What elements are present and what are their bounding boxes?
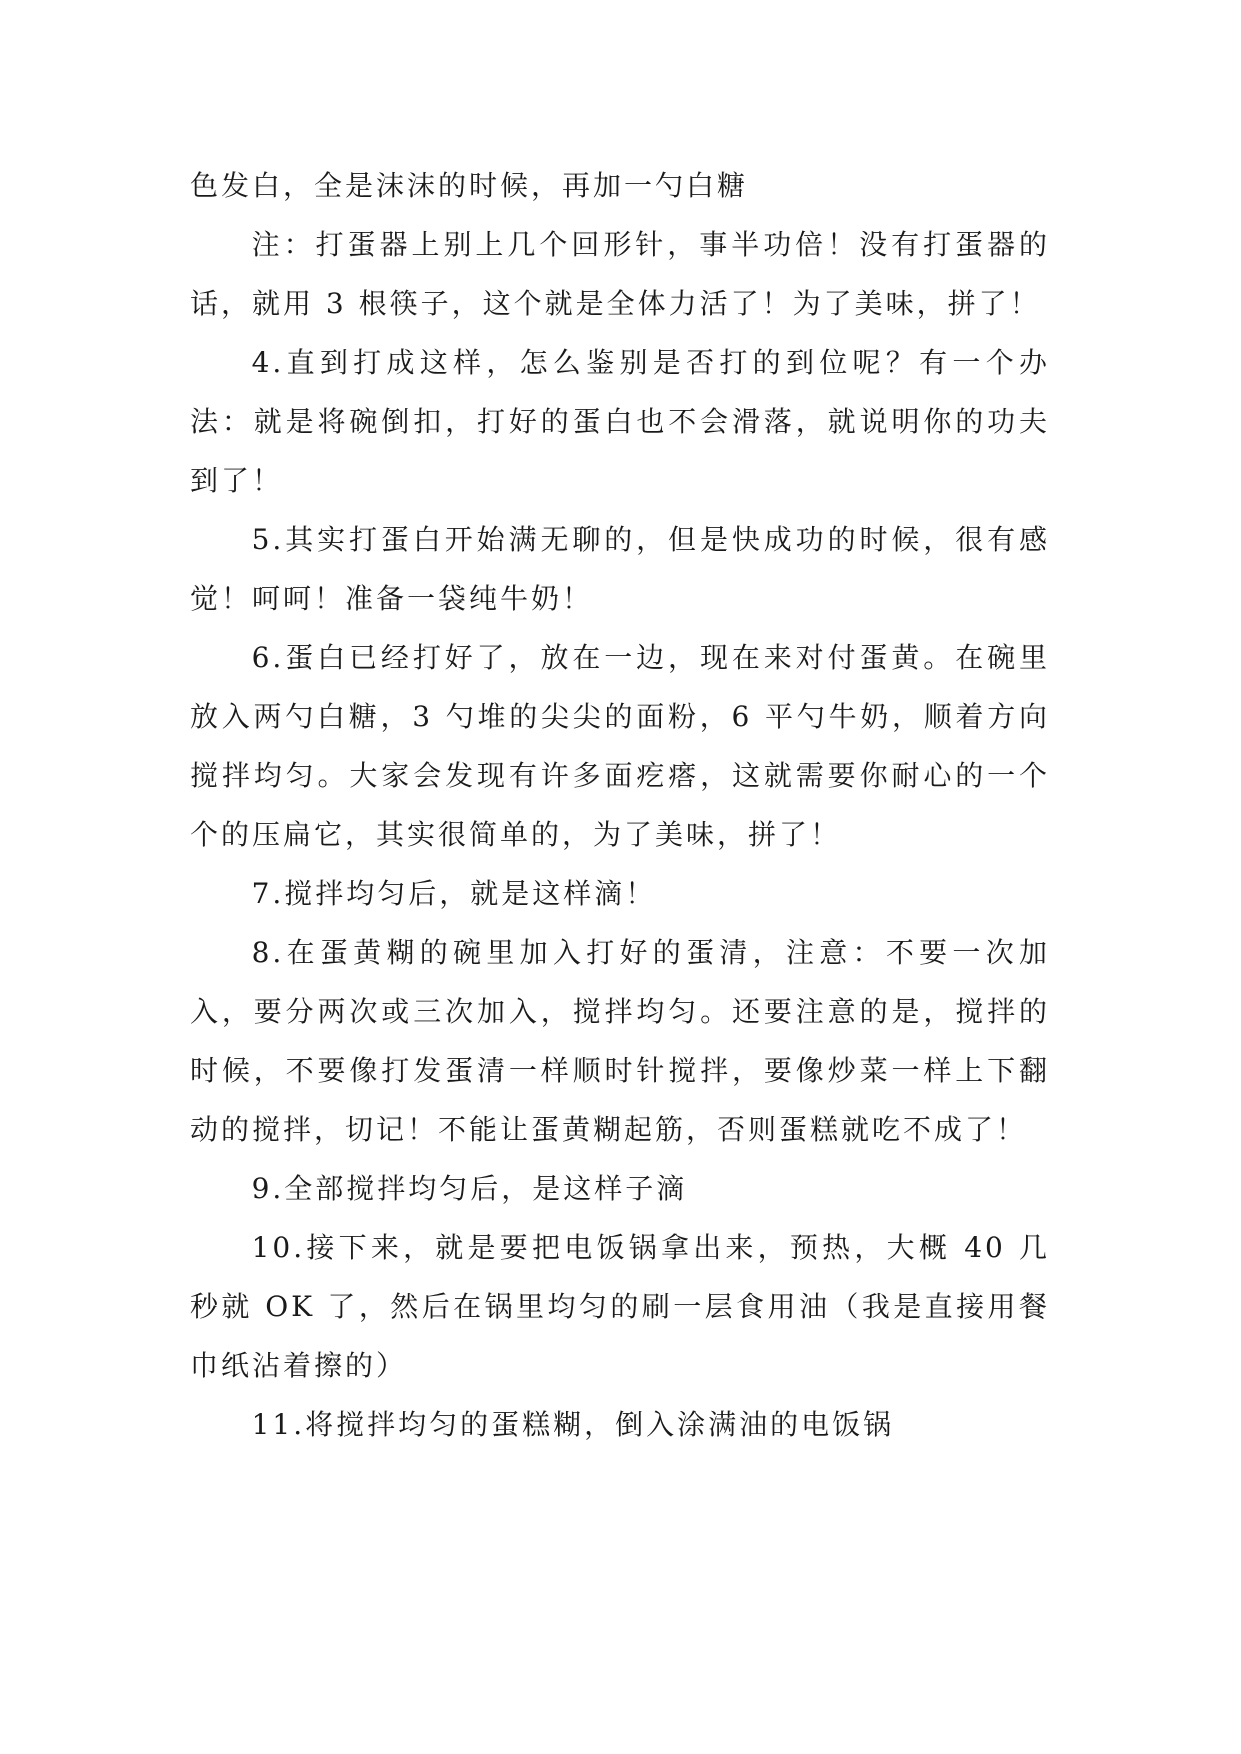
paragraph-step-10: 10.接下来，就是要把电饭锅拿出来，预热，大概 40 几秒就 OK 了，然后在锅里均匀的刷一层食用油（我是直接用餐巾纸沾着擦的） (190, 1231, 1050, 1382)
document-body (190, 156, 1050, 1454)
paragraph-step-5: 5.其实打蛋白开始满无聊的，但是快成功的时候，很有感觉！呵呵！准备一袋纯牛奶！ (190, 523, 1050, 615)
paragraph-continued: 色发白，全是沫沫的时候，再加一勺白糖 (190, 169, 749, 202)
paragraph-note: 注：打蛋器上别上几个回形针，事半功倍！没有打蛋器的话，就用 3 根筷子，这个就是全体力活了！为了美味，拼了！ (190, 228, 1050, 320)
paragraph-step-8: 8.在蛋黄糊的碗里加入打好的蛋清，注意：不要一次加入，要分两次或三次加入，搅拌均匀。还要注意的是，搅拌的时候，不要像打发蛋清一样顺时针搅拌，要像炒菜一样上下翻动的搅拌，切记！不能让蛋黄糊起筋，否则蛋糕就吃不成了！ (190, 936, 1050, 1146)
paragraph-step-4: 4.直到打成这样，怎么鉴别是否打的到位呢？有一个办法：就是将碗倒扣，打好的蛋白也不会滑落，就说明你的功夫到了！ (190, 346, 1050, 497)
paragraph-step-11: 11.将搅拌均匀的蛋糕糊，倒入涂满油的电饭锅 (251, 1408, 895, 1441)
paragraph-step-6: 6.蛋白已经打好了，放在一边，现在来对付蛋黄。在碗里放入两勺白糖，3 勺堆的尖尖的面粉，6 平勺牛奶，顺着方向搅拌均匀。大家会发现有许多面疙瘩，这就需要你耐心的一个个的压扁它，其实很简单的，为了美味，拼了！ (190, 641, 1050, 851)
paragraph-step-9: 9.全部搅拌均匀后，是这样子滴 (251, 1172, 688, 1205)
paragraph-step-7: 7.搅拌均匀后，就是这样滴！ (251, 877, 657, 910)
